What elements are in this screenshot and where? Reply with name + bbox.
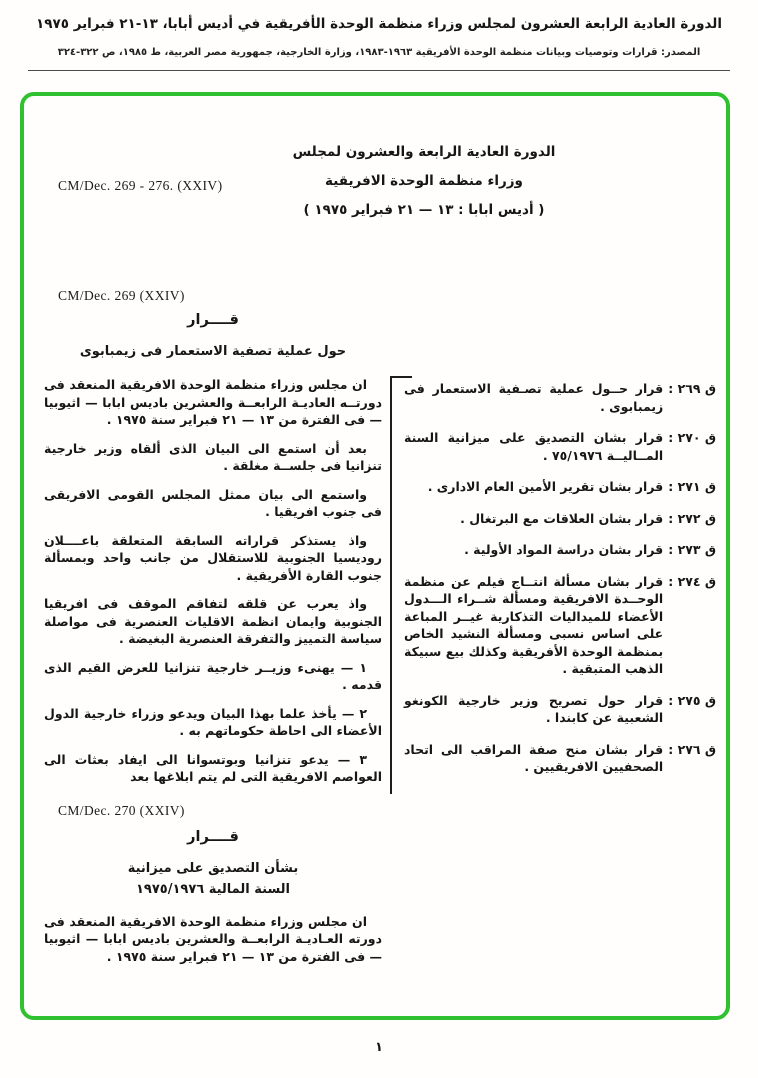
list-item — [404, 478, 716, 496]
list-item — [404, 429, 716, 464]
decision-number: ق ٢٧٠ : — [668, 430, 716, 445]
decision-summary: قرار بشان دراسة المواد الأولية . — [464, 542, 664, 557]
page-number: ١ — [375, 1040, 383, 1055]
source-citation: المصدر: قرارات وتوصيات وبيانات منظمة الوحدة الأفريقية ١٩٦٣-١٩٨٣، وزارة الخارجية، جمهورية مصر العربية، ط ١٩٨٥، ص ٣٢٢-٣٢٤ — [57, 47, 701, 58]
decision-269-operative-1: ١ — يهنىء وزيــر خارجية تنزانيا للعرض القيم الذى قدمه . — [44, 659, 382, 692]
decision-269-paragraph: واذ يستذكر قراراته السابقة المتعلقة باعــــلان روديسيا الجنوبية للاستقلال من جانب واحد وبمسألة جنوب القارة الأفريقية . — [44, 532, 382, 583]
decision-number: ق ٢٦٩ : — [668, 381, 716, 396]
decisions-list — [404, 380, 716, 790]
decision-summary: قرار بشان العلاقات مع البرتغال . — [460, 510, 664, 526]
list-item — [404, 541, 716, 559]
decision-269-body — [44, 312, 382, 976]
decision-269-subtitle: حول عملية تصفية الاستعمار فى زيمبابوى — [79, 343, 347, 359]
decision-number: ق ٢٧٢ : — [668, 510, 716, 526]
list-item — [404, 741, 716, 776]
decision-number: ق ٢٧٤ : — [668, 573, 716, 589]
session-title-line3: ( أديس ابابا : ١٣ — ٢١ فبراير ١٩٧٥ ) — [303, 202, 545, 218]
list-item — [404, 692, 716, 727]
decision-269-paragraph: بعد أن استمع الى البيان الذى ألقاه وزير خارجية تنزانيا فى جلســة مغلقة . — [44, 440, 382, 473]
decision-269-operative-2: ٢ — يأخذ علما بهذا البيان ويدعو وزراء خارجية الدول الأعضاء الى احاطة حكوماتهم به . — [44, 705, 382, 738]
session-title — [269, 138, 579, 225]
decision-number: ق ٢٧٥ : — [668, 692, 716, 708]
decision-269-paragraph: واذ يعرب عن قلقه لتفاقم الموقف فى افريقيا الجنوبية وايمان انظمة الاقليات العنصرية فى مواصلة سياسة التمييز والتفرقة العنصرية البغيضة . — [44, 596, 382, 646]
decision-269-paragraph: ان مجلس وزراء منظمة الوحدة الافريقية المنعقد فى دورتــه العاديـة الرابعــة والعشرين باديس ابابا — اثيوبيا — فى الفترة من ١٣ — ٢١ فبراير سنة ١٩٧٥ . — [44, 377, 382, 427]
decision-summary: قرار بشان مسألة انتــاج فيلم عن منظمة الوحــدة الافريقية ومسألة شــراء الـــدول الأعضاء للميداليات التذكارية غيــر المباعة على اساس نسبى ومسألة النشيد الخاص بمنظمة الوحدة الأفريقية وكذلك بيع سبيكة الذهب المتبقية . — [404, 573, 664, 676]
decision-number: ق ٢٧٦ : — [668, 741, 716, 757]
decision-270-subtitle-line2: السنة المالية ١٩٧٥/١٩٧٦ — [135, 882, 291, 897]
list-item — [404, 573, 716, 678]
list-item — [404, 380, 716, 415]
decision-summary: قرار بشان منح صفة المراقب الى اتحاد الصحفيين الافريقيين . — [404, 741, 664, 774]
session-title-line2: وزراء منظمة الوحدة الافريقية — [325, 173, 523, 189]
decision-summary: قرار حول تصريح وزير خارجية الكونغو الشعبية عن كابندا . — [404, 692, 664, 725]
decision-269-operative-3: ٣ — يدعو تنزانيا وبوتسوانا الى ايفاد بعثات الى العواصم الافريقية التى لم يتم ابلاغها بعد — [44, 751, 382, 784]
decision-summary: قرار بشان التصديق على ميزانية السنة المــاليــة ٧٥/١٩٧٦ . — [404, 430, 664, 463]
decision-269-heading: قــــرار — [187, 312, 239, 328]
decision-270-ref: CM/Dec. 270 (XXIV) — [58, 802, 185, 818]
session-title-line1: الدورة العادية الرابعة والعشرون لمجلس — [292, 144, 556, 160]
decision-269-paragraph: واستمع الى بيان ممثل المجلس القومى الافريقى فى جنوب افريقيا . — [44, 486, 382, 519]
decision-summary: قرار بشان تقرير الأمين العام الادارى . — [427, 479, 664, 494]
decision-270-paragraph: ان مجلس وزراء منظمة الوحدة الافريقية المنعقد فى دورته العـاديـة الرابعــة والعشرين باديس ابابا — اثيوبيا — فى الفترة من ١٣ — ٢١ فبراير سنة ١٩٧٥ . — [44, 913, 382, 964]
decision-summary: قرار حــول عملية تصـفية الاستعمار فى زيمبابوى . — [404, 381, 664, 414]
column-divider-tick — [390, 376, 412, 378]
decision-number: ق ٢٧٣ : — [668, 542, 716, 557]
list-item — [404, 510, 716, 528]
decision-269-ref: CM/Dec. 269 (XXIV) — [58, 288, 185, 303]
decision-270-heading: قــــرار — [187, 829, 239, 845]
decision-270-subtitle-line1: بشأن التصديق على ميزانية — [127, 860, 299, 876]
column-divider-line — [390, 376, 392, 794]
header-divider-rule — [28, 70, 730, 71]
decision-number: ق ٢٧١ : — [668, 479, 716, 494]
page-title-header: الدورة العادية الرابعة العشرون لمجلس وزراء منظمة الوحدة الأفريقية في أديس أبابا، ١٣-٢١ فبراير ١٩٧٥ — [36, 16, 722, 32]
document-frame — [20, 92, 730, 1020]
decision-ref-range: CM/Dec. 269 - 276. (XXIV) — [58, 178, 223, 193]
